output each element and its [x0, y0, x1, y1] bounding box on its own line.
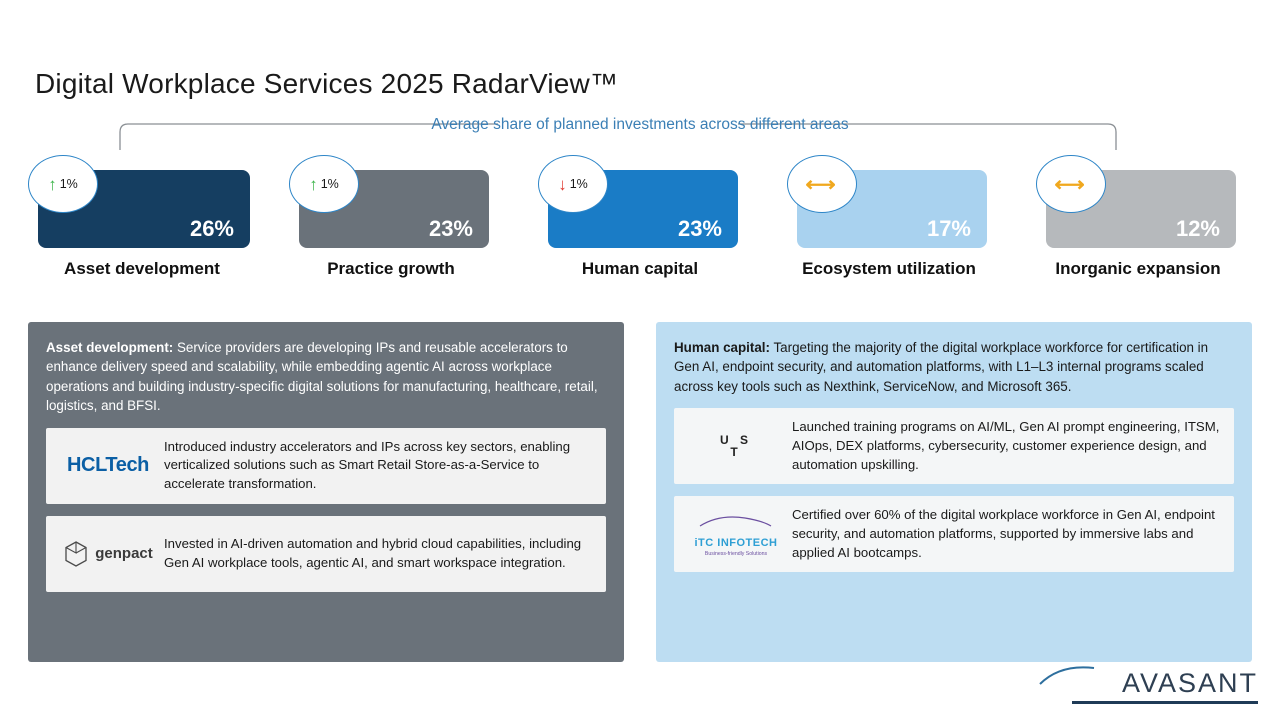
- kpi-delta-text: 1%: [569, 177, 588, 191]
- kpi-value: 17%: [926, 216, 971, 241]
- avasant-logo: [1072, 668, 1258, 704]
- kpi-delta-badge: [538, 155, 608, 213]
- panel-heading: Asset development:: [46, 340, 174, 355]
- ust-logo-line1: U S: [719, 432, 752, 447]
- kpi-label: Practice growth: [327, 259, 455, 278]
- panel-human-capital: [656, 322, 1252, 662]
- kpi-asset-development: [28, 155, 256, 295]
- genpact-logo-text: genpact: [95, 545, 153, 563]
- kpi-label: Inorganic expansion: [1055, 259, 1221, 278]
- kpi-delta-text: 1%: [59, 177, 78, 191]
- provider-card: [674, 496, 1234, 572]
- kpi-practice-growth: [277, 155, 505, 295]
- itc-logo-text: iTC INFOTECH: [694, 536, 778, 549]
- provider-card-text: Introduced industry accelerators and IPs across key sectors, enabling verticalized solutions such as Smart Retail Store-as-a-Service to accelerate transformation.: [164, 438, 571, 492]
- provider-card: [674, 408, 1234, 484]
- arrow-up-icon: ↑: [309, 174, 318, 194]
- kpi-value: 26%: [189, 216, 234, 241]
- avasant-swoosh-icon: [1038, 662, 1098, 688]
- kpi-ecosystem-utilization: [775, 155, 1003, 295]
- provider-card: [46, 428, 606, 504]
- detail-panels: [28, 322, 1252, 662]
- provider-card: [46, 516, 606, 592]
- avasant-underline: [1072, 701, 1258, 704]
- provider-card-text: Launched training programs on AI/ML, Gen AI prompt engineering, ITSM, AIOps, DEX platforms, cybersecurity, customer experience design, and automation upskilling.: [792, 419, 1220, 472]
- kpi-row: [28, 155, 1252, 295]
- kpi-value: 23%: [677, 216, 722, 241]
- genpact-logo: [56, 540, 160, 568]
- kpi-delta-badge: [28, 155, 98, 213]
- kpi-label: Ecosystem utilization: [802, 259, 976, 278]
- provider-card-text: Invested in AI-driven automation and hybrid cloud capabilities, including Gen AI workplace tools, agentic AI, and smart workspace integration.: [164, 536, 582, 570]
- arrow-flat-icon: ⟷: [1054, 172, 1085, 196]
- panel-intro: [674, 338, 1234, 396]
- panel-heading: Human capital:: [674, 340, 770, 355]
- panel-intro-text: Service providers are developing IPs and reusable accelerators to enhance delivery speed and scalability, while embedding agentic AI across workplace operations and building industry-specific digital solutions for manufacturing, healthcare, retail, logistics, and BFSI.: [46, 340, 598, 414]
- page-title: Digital Workplace Services 2025 RadarView™: [35, 68, 619, 99]
- arrow-flat-icon: ⟷: [805, 172, 836, 196]
- kpi-delta-badge: [787, 155, 857, 213]
- chart-subtitle: Average share of planned investments across different areas: [431, 116, 849, 133]
- panel-asset-development: [28, 322, 624, 662]
- panel-intro: [46, 338, 606, 416]
- arrow-down-icon: ↓: [558, 174, 567, 194]
- kpi-inorganic-expansion: [1024, 155, 1252, 295]
- arrow-up-icon: ↑: [48, 174, 57, 194]
- kpi-delta-badge: [289, 155, 359, 213]
- itc-swoosh-icon: [697, 512, 775, 532]
- kpi-label: Human capital: [581, 259, 699, 278]
- provider-card-text: Certified over 60% of the digital workplace workforce in Gen AI, endpoint security, and automation platforms, supported by immersive labs and applied AI bootcamps.: [792, 507, 1215, 560]
- hcltech-logo: [56, 454, 160, 477]
- kpi-delta-badge: [1036, 155, 1106, 213]
- itc-infotech-logo: [684, 512, 788, 557]
- ust-logo: [684, 434, 788, 459]
- kpi-delta-text: 1%: [320, 177, 339, 191]
- kpi-value: 23%: [428, 216, 473, 241]
- hcltech-logo-text: HCLTech: [66, 454, 149, 477]
- kpi-value: 12%: [1175, 216, 1220, 241]
- ust-logo-line2: T: [730, 445, 742, 460]
- avasant-wordmark: AVASANT: [1121, 668, 1258, 698]
- kpi-label: Asset development: [64, 259, 220, 278]
- itc-logo-tagline: Business-friendly Solutions: [704, 550, 768, 557]
- cube-icon: [63, 540, 89, 568]
- kpi-human-capital: [526, 155, 754, 295]
- panel-intro-text: Targeting the majority of the digital workplace workforce for certification in Gen AI, endpoint security, and automation platforms, with L1–L3 internal programs scaled across key tools such as Nexthink, ServiceNow, and Microsoft 365.: [674, 340, 1209, 394]
